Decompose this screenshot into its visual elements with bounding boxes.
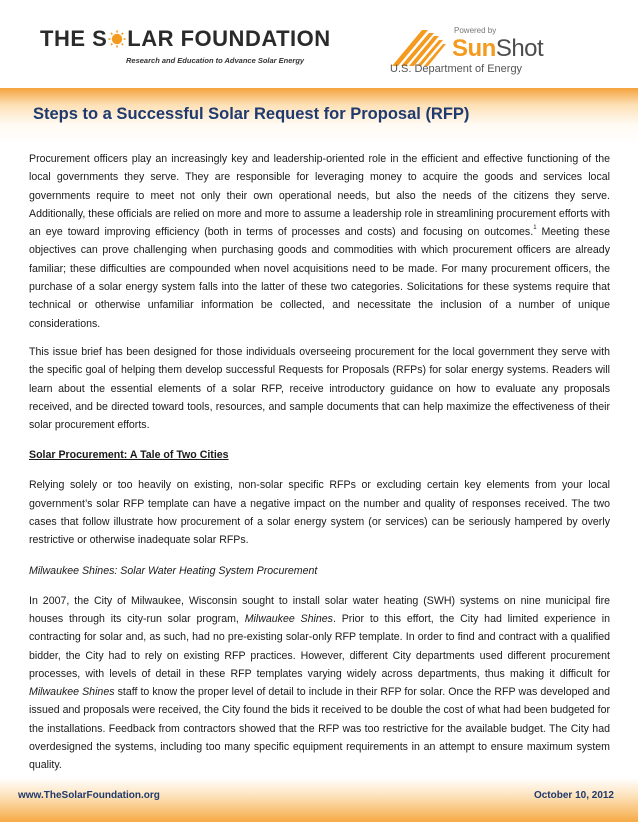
org-name-part2: LAR FOUNDATION — [127, 26, 331, 51]
title-banner — [0, 88, 638, 144]
sunshot-wordmark — [452, 35, 543, 63]
document-body — [29, 150, 610, 787]
org-name — [40, 26, 331, 52]
sunshot-stripes-icon — [388, 26, 446, 66]
section-heading: Solar Procurement: A Tale of Two Cities — [29, 449, 229, 462]
footer-date: October 10, 2012 — [533, 790, 614, 801]
sunshot-sun: Sun — [452, 35, 496, 62]
sun-logo-icon — [108, 28, 126, 46]
paragraph-tale-two-cities: Relying solely or too heavily on existing, non-solar specific RFPs or excluding certain key elements from your local government’s solar RFP template can have a negative impact on the number and quality of responses received. The two cases that follow illustrate how procurement of a solar energy system (or services) can be seriously hampered by overly restrictive or otherwise inadequate solar RFPs. — [29, 479, 610, 547]
program-name-emphasis: Milwaukee Shines — [244, 612, 333, 625]
paragraph-milwaukee-part1: In 2007, the City of Milwaukee, Wisconsin sought to install solar water heating (SWH) systems on nine municipal fire houses through its city-run solar program, — [29, 594, 610, 625]
paragraph-intro — [29, 150, 610, 333]
department-name: U.S. Department of Energy — [390, 63, 523, 75]
paragraph-milwaukee-part2: . Prior to this effort, the City had limited experience in contracting for solar and, as such, had no pre-existing solar-only RFP template. In order to find and contract with a qualified bidder, the City had to rely on existing RFP practices. However, different City departments used different procurement processes, with levels of detail in these RFP templates varying widely across departments, thus making it difficult for — [29, 612, 610, 680]
paragraph-issue-brief: This issue brief has been designed for those individuals overseeing procurement for the local government they serve with the specific goal of helping them develop successful Requests for Proposals (RFPs) for solar energy systems. Readers will learn about the essential elements of a solar RFP, receive introductory guidance on how to evaluate any proposals received, and be directed toward tools, resources, and sample documents that can help maximize the effectiveness of their solar procurement efforts. — [29, 345, 610, 432]
paragraph-intro-part1: Procurement officers play an increasingly key and leadership-oriented role in the efficient and effective functioning of the local governments they serve. They are responsible for leveraging money to acquire the goods and services local governments require to meet not only their own operational needs, but also the needs of the citizens they serve. Additionally, these officials are relied on more and more to assume a leadership role in streamlining procurement efforts with an eye toward improving efficiency (both in terms of processes and costs) and focusing on outcomes. — [29, 153, 610, 239]
page-title: Steps to a Successful Solar Request for Proposal (RFP) — [33, 105, 470, 123]
sunshot-logo — [388, 20, 558, 78]
paragraph-intro-part2: Meeting these objectives can prove challenging when purchasing goods and commodities with which procurement officers are already familiar; these difficulties are compounded when novel acquisitions need to be made. For many procurement officers, the purchase of a solar energy system falls into the latter of these two categories. Solicitations for these systems require that technical or otherwise unfamiliar information be collected, and necessitate the inclusion of a number of unique considerations. — [29, 226, 610, 330]
page-footer — [0, 778, 638, 822]
org-tagline: Research and Education to Advance Solar Energy — [126, 56, 305, 65]
subsection-heading: Milwaukee Shines: Solar Water Heating System Procurement — [29, 564, 318, 577]
footer-url-link[interactable]: www.TheSolarFoundation.org — [18, 790, 160, 801]
footnote-marker[interactable]: 1 — [533, 225, 537, 232]
page-header — [0, 0, 638, 86]
paragraph-milwaukee — [29, 592, 610, 775]
solar-foundation-logo — [40, 26, 331, 65]
org-name-part1: THE S — [40, 26, 108, 51]
sunshot-shot: Shot — [495, 35, 544, 62]
powered-by-text: Powered by — [454, 26, 497, 35]
paragraph-milwaukee-part3: staff to know the proper level of detail to include in their RFP for solar. Once the RFP was developed and issued and proposals were received, the City found the bids it received to be double the cost of what had been budgeted for the installations. Feedback from contractors showed that the RFP was too restrictive for the available budget. The City had overdesigned the systems, including too many specific equipment requirements in an attempt to ensure maximum system quality. — [29, 686, 610, 772]
program-name-emphasis: Milwaukee Shines — [29, 686, 115, 699]
